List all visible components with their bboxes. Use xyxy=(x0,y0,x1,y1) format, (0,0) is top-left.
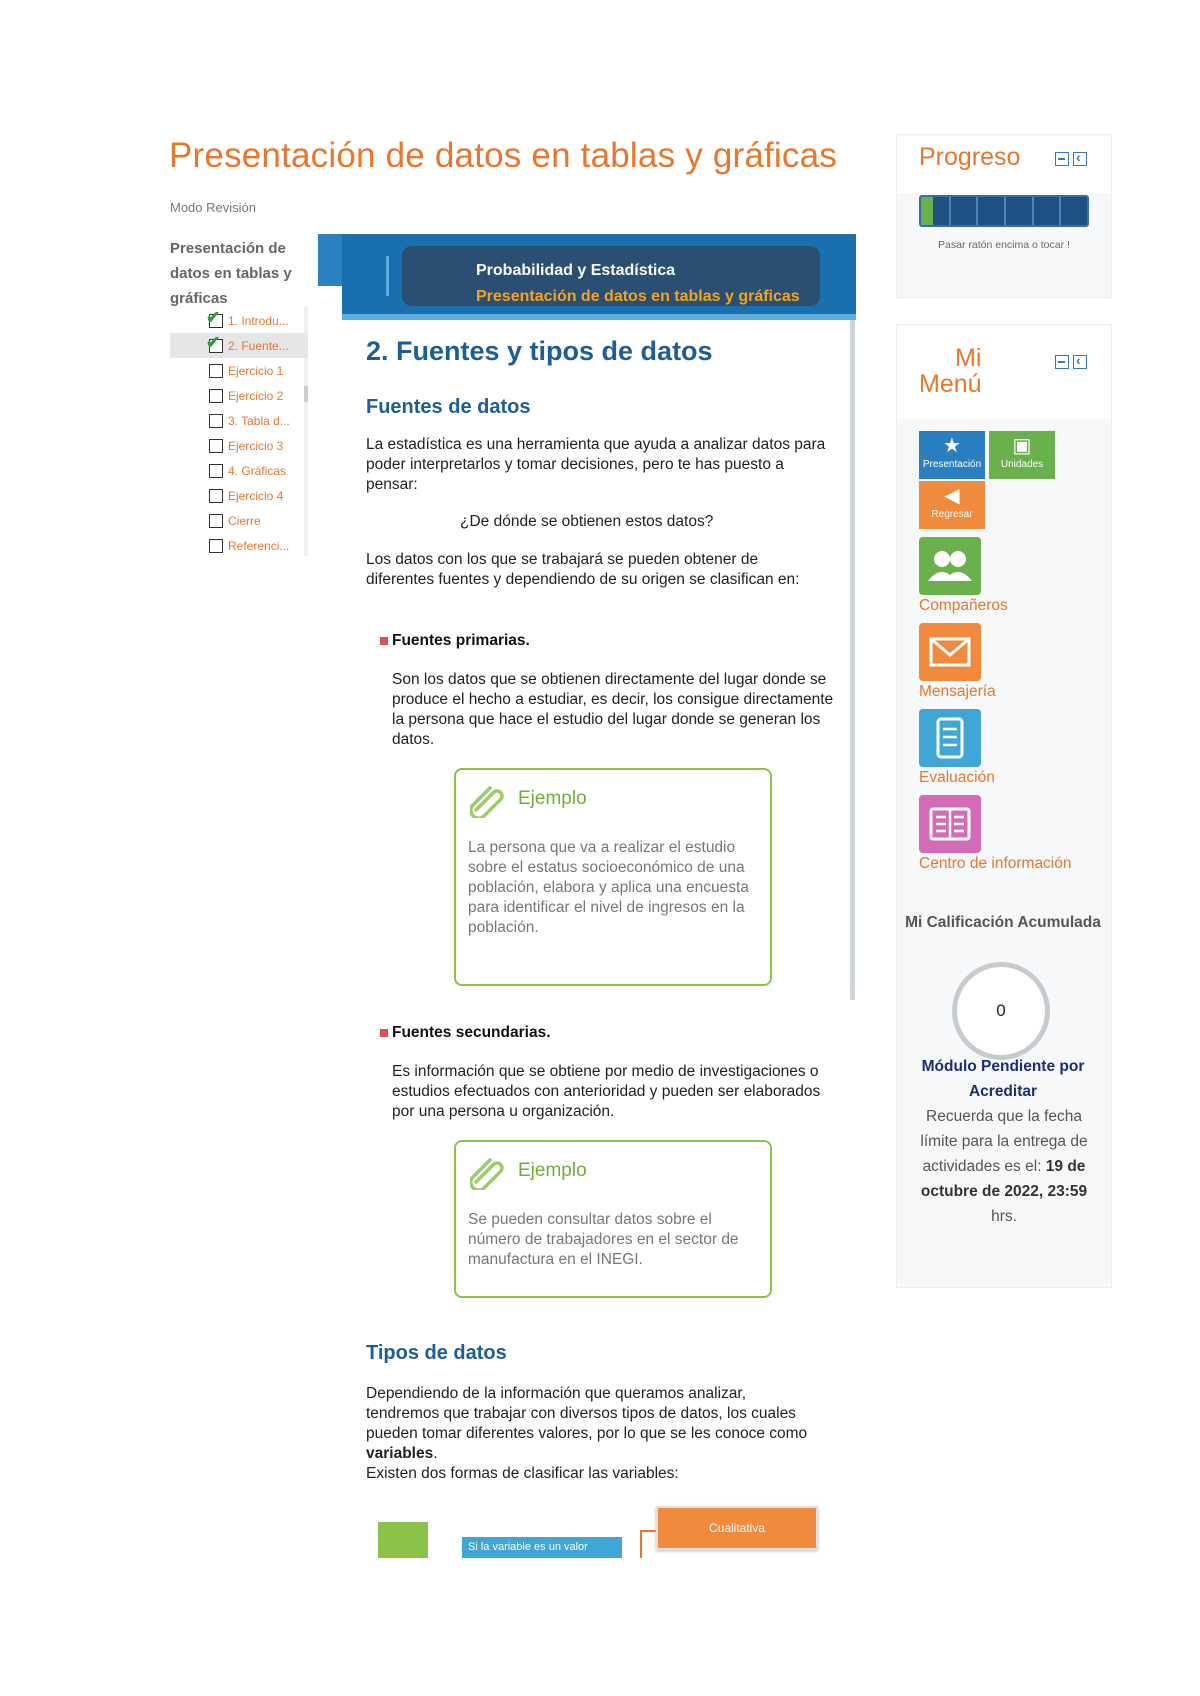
centro-informacion-link[interactable]: Centro de información xyxy=(919,855,1072,872)
types-paragraph: Dependiendo de la información que queramos analizar, tendremos que trabajar con diversos tipos de datos, los cuales pueden tomar diferentes valores, por lo que se les conoce como variables. Existen dos formas de clasificar las variables: xyxy=(366,1385,808,1482)
toc-item[interactable] xyxy=(170,408,308,433)
progress-widget xyxy=(896,134,1112,298)
menu-title-line2: Menú xyxy=(919,370,982,398)
question-text: ¿De dónde se obtienen estos datos? xyxy=(460,513,714,530)
presentacion-button[interactable]: ★ Presentación xyxy=(919,431,985,479)
banner-topic: Presentación de datos en tablas y gráficas xyxy=(476,288,800,305)
progress-hint: Pasar ratón encima o tocar ! xyxy=(938,239,1070,251)
banner-subject: Probabilidad y Estadística xyxy=(476,262,676,279)
toc-item[interactable] xyxy=(170,383,308,408)
toc-item-label: Ejercicio 4 xyxy=(228,488,284,503)
toc-item[interactable] xyxy=(170,433,308,458)
envelope-icon[interactable] xyxy=(919,623,981,681)
clipboard-icon: ▣ xyxy=(1012,435,1032,457)
toc-list xyxy=(170,308,308,558)
collapse-button[interactable] xyxy=(1073,355,1087,369)
minimize-button[interactable] xyxy=(1055,355,1069,369)
progress-header xyxy=(897,135,1111,193)
banner-divider xyxy=(386,256,389,296)
progress-segment-divider xyxy=(1032,197,1034,225)
companeros-link[interactable]: Compañeros xyxy=(919,597,1008,614)
unidades-button[interactable]: ▣ Unidades xyxy=(989,431,1055,479)
progress-segment-divider xyxy=(1004,197,1006,225)
sources-heading: Fuentes de datos xyxy=(366,396,531,418)
checkbox[interactable] xyxy=(209,389,223,403)
paperclip-icon xyxy=(470,784,508,818)
banner-label-box xyxy=(402,246,820,306)
primary-sources-title: Fuentes primarias. xyxy=(380,632,530,650)
paperclip-icon xyxy=(470,1156,508,1190)
star-icon: ★ xyxy=(943,435,961,457)
minimize-button[interactable] xyxy=(1055,152,1069,166)
regresar-button[interactable]: ◀ Regresar xyxy=(919,481,985,529)
mode-label: Modo Revisión xyxy=(170,200,256,215)
toc-item-label: 2. Fuente... xyxy=(228,338,289,353)
toc-item-label: Ejercicio 2 xyxy=(228,388,284,403)
progress-title: Progreso xyxy=(919,143,1021,171)
toc-item[interactable] xyxy=(170,483,308,508)
checkbox[interactable] xyxy=(209,514,223,528)
toc-item-label: 1. Introdu... xyxy=(228,313,289,328)
toc-item[interactable] xyxy=(170,458,308,483)
secondary-sources-text: Es información que se obtiene por medio de investigaciones o estudios efectuados con anterioridad y pueden ser elaborados por una persona u organización. xyxy=(392,1063,821,1120)
menu-header xyxy=(897,325,1111,419)
toc-item[interactable] xyxy=(170,308,308,333)
toc-item-label: 4. Gráficas xyxy=(228,463,287,478)
evaluacion-link[interactable]: Evaluación xyxy=(919,769,995,786)
progress-segment-divider xyxy=(976,197,978,225)
section-title: 2. Fuentes y tipos de datos xyxy=(366,336,713,366)
page-title: Presentación de datos en tablas y gráficas xyxy=(169,136,837,175)
example-text: Se pueden consultar datos sobre el número de trabajadores en el sector de manufactura en el INEGI. xyxy=(468,1211,739,1268)
checkbox[interactable] xyxy=(209,464,223,478)
example-title: Ejemplo xyxy=(518,1160,587,1181)
toc-item-label: Cierre xyxy=(228,513,261,528)
checkbox[interactable] xyxy=(209,539,223,553)
diagram-connector xyxy=(640,1530,656,1558)
types-heading: Tipos de datos xyxy=(366,1342,507,1364)
grade-value: 0 xyxy=(952,962,1050,1060)
example-text: La persona que va a realizar el estudio sobre el estatus socioeconómico de una población, elabora y aplica una encuesta para identificar el nivel de ingresos en la población. xyxy=(468,839,749,936)
primary-sources-text: Son los datos que se obtienen directamente del lugar donde se produce el hecho a estudiar, es decir, los consigue directamente la persona que hace el estudio del lugar donde se generan los datos. xyxy=(392,671,834,748)
diagram-qualitative: Cualitativa xyxy=(656,1506,818,1550)
toc-item-label: Referenci... xyxy=(228,538,290,553)
toc-item-label: Ejercicio 1 xyxy=(228,363,284,378)
toc-item[interactable] xyxy=(170,508,308,533)
back-arrow-icon: ◀ xyxy=(944,485,960,507)
nav-collapse-tab[interactable] xyxy=(318,234,344,286)
intro-paragraph: La estadística es una herramienta que ayuda a analizar datos para poder interpretarlos y tomar decisiones, pero te has puesto a pensar: xyxy=(366,436,826,493)
companeros-icon[interactable] xyxy=(919,537,981,595)
module-status: Módulo Pendiente por Acreditar xyxy=(921,1058,1085,1100)
toc-item-label: Ejercicio 3 xyxy=(228,438,284,453)
checkmark-icon: ✔ xyxy=(206,308,221,327)
menu-widget xyxy=(896,324,1112,1288)
course-banner xyxy=(342,234,856,320)
bullet-marker xyxy=(380,637,388,645)
classification-paragraph: Los datos con los que se trabajará se pueden obtener de diferentes fuentes y dependiendo de su origen se clasifican en: xyxy=(366,551,800,588)
menu-title-line1: Mi xyxy=(955,344,982,372)
progress-fill xyxy=(921,197,933,225)
toc-title: Presentación de datos en tablas y gráficas xyxy=(170,240,292,307)
diagram-block xyxy=(378,1522,428,1558)
checklist-icon[interactable] xyxy=(919,709,981,767)
content-scrollbar[interactable] xyxy=(850,320,855,1000)
checkbox[interactable] xyxy=(209,439,223,453)
diagram-condition: Si la variable es un valor xyxy=(462,1537,622,1558)
collapse-button[interactable] xyxy=(1073,152,1087,166)
checkbox[interactable] xyxy=(209,414,223,428)
toc-item[interactable] xyxy=(170,533,308,558)
mensajeria-link[interactable]: Mensajería xyxy=(919,683,996,700)
toc-item[interactable] xyxy=(170,333,308,358)
checkmark-icon: ✔ xyxy=(206,333,221,352)
progress-segment-divider xyxy=(1059,197,1061,225)
bullet-marker xyxy=(380,1029,388,1037)
toc-item[interactable] xyxy=(170,358,308,383)
checkbox[interactable] xyxy=(209,489,223,503)
progress-segment-divider xyxy=(949,197,951,225)
example-box xyxy=(454,768,772,986)
example-title: Ejemplo xyxy=(518,788,587,809)
checkbox[interactable] xyxy=(209,364,223,378)
example-box xyxy=(454,1140,772,1298)
progress-bar[interactable] xyxy=(919,195,1089,227)
grade-title: Mi Calificación Acumulada xyxy=(905,914,1101,931)
toc-item-label: 3. Tabla d... xyxy=(228,413,290,428)
deadline-reminder: Recuerda que la fecha límite para la entrega de actividades es el: 19 de octubre de 2022, 23:59 hrs. xyxy=(920,1108,1088,1225)
secondary-sources-title: Fuentes secundarias. xyxy=(380,1024,551,1042)
book-icon[interactable] xyxy=(919,795,981,853)
